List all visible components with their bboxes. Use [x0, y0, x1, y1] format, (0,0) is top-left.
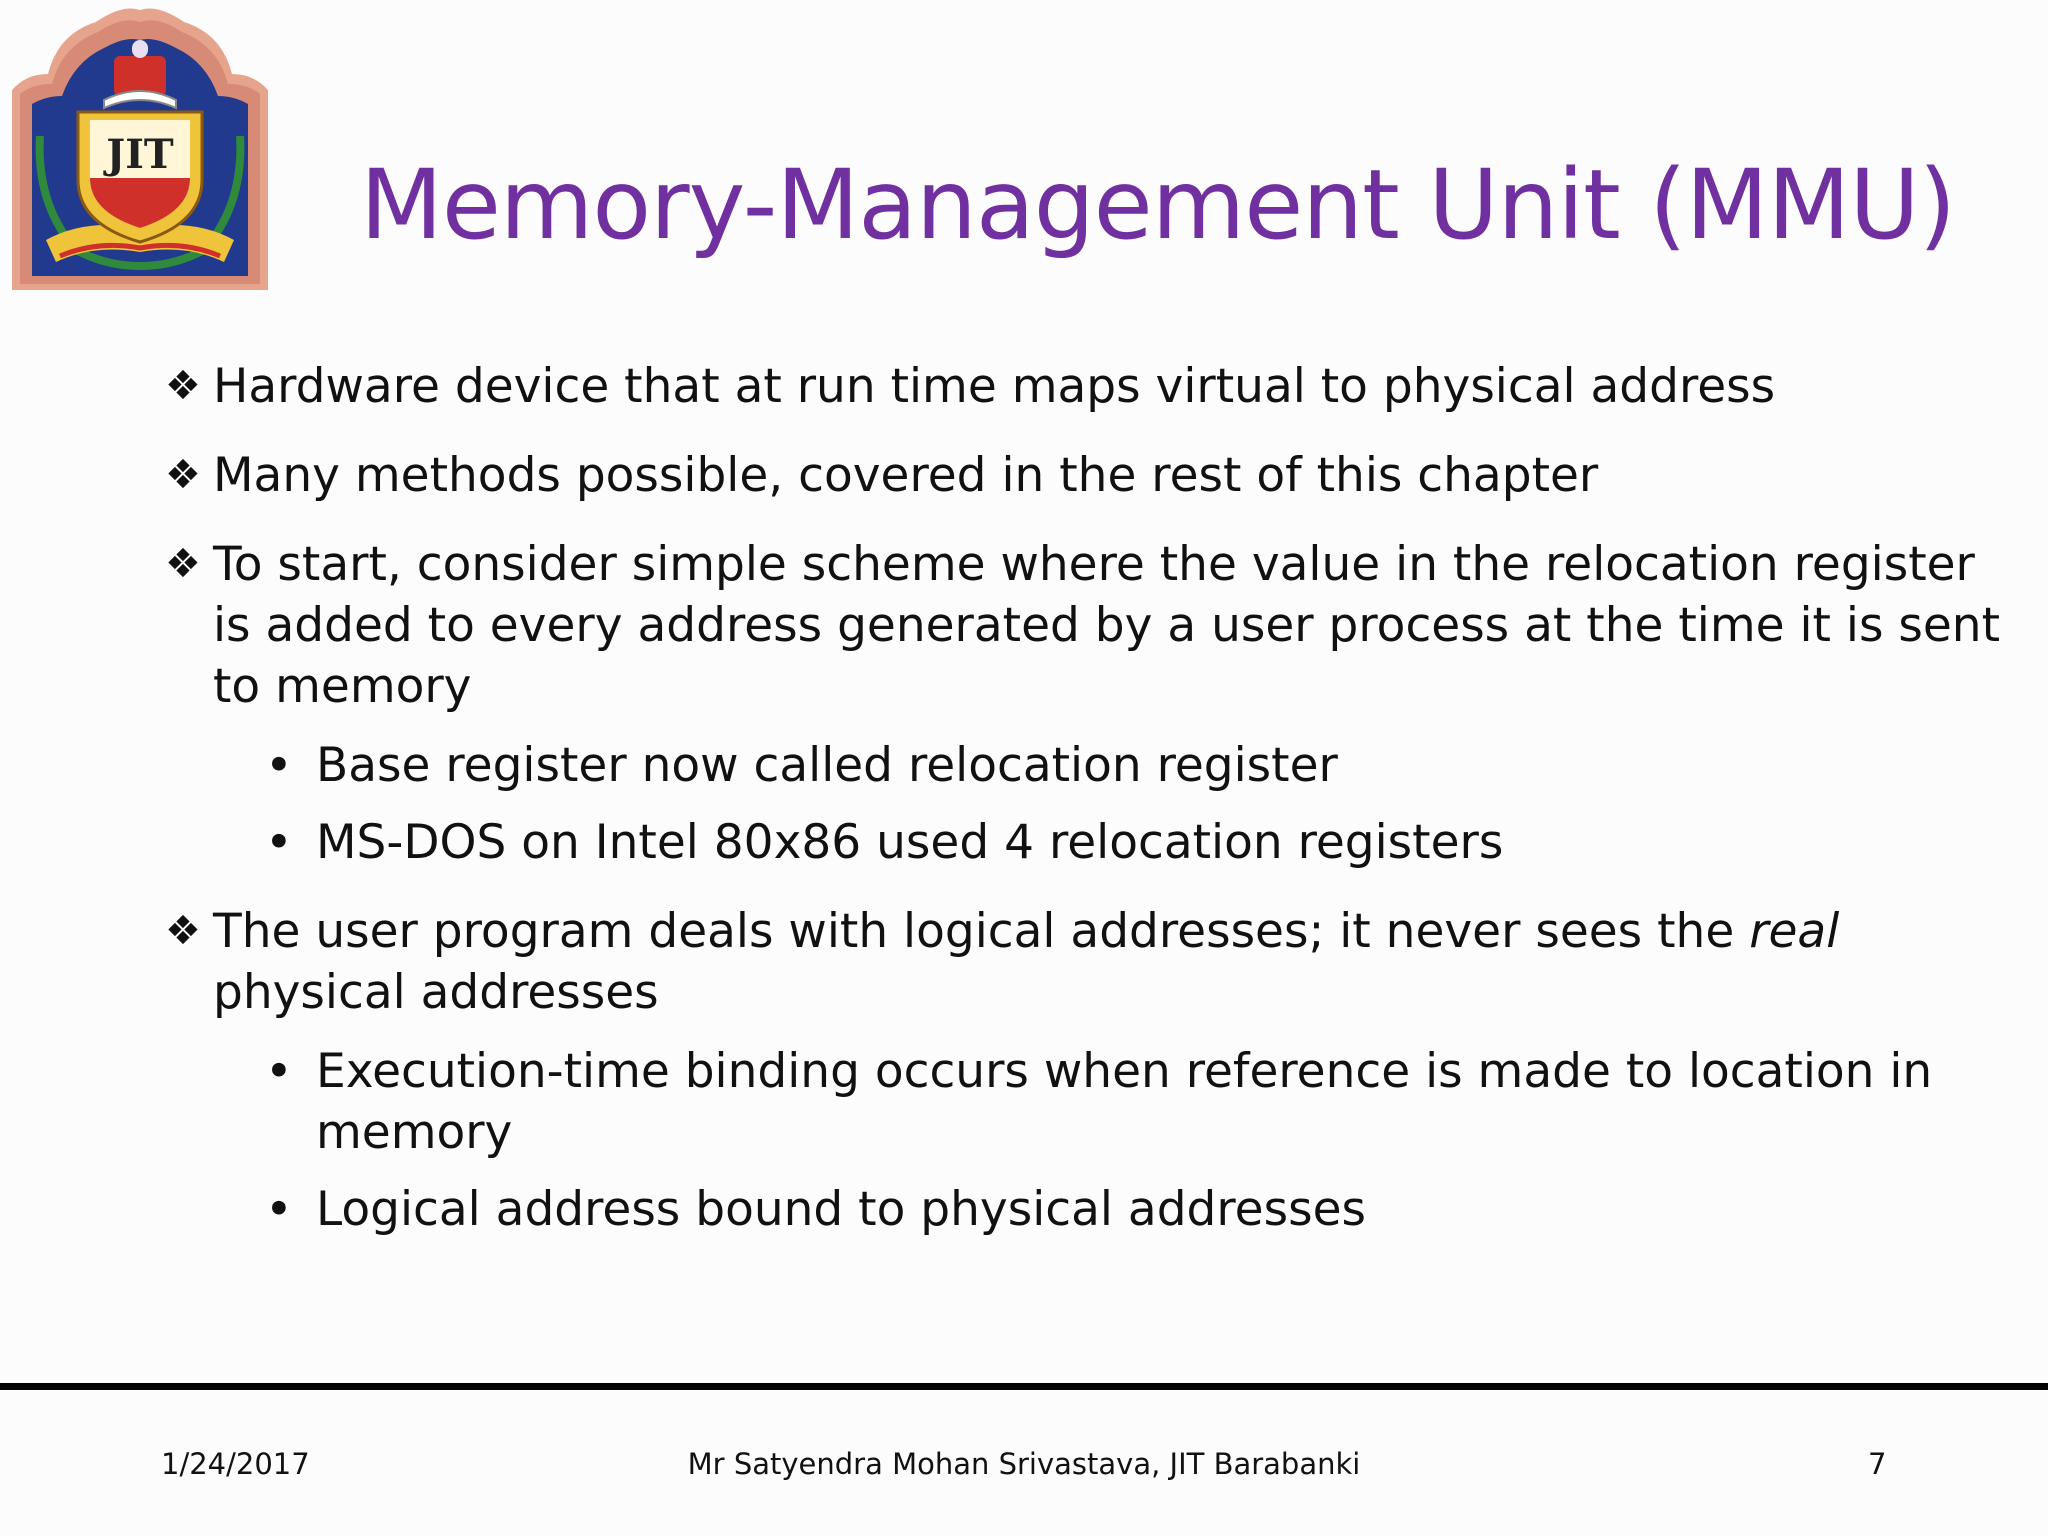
emphasis-real: real: [1749, 904, 1840, 959]
list-item-text: To start, consider simple scheme where the value in the relocation register is added to every address generated by a user process at the time it is sent to memory: [213, 537, 2001, 714]
sub-list-item-text: Logical address bound to physical addresses: [316, 1182, 1366, 1237]
diamond-bullet-icon: ❖: [165, 363, 201, 409]
list-item: [165, 356, 2015, 417]
text-segment: physical addresses: [213, 965, 659, 1020]
sub-list-item: [165, 735, 2015, 796]
jit-logo: [6, 4, 274, 290]
page-number: 7: [1868, 1447, 1887, 1481]
diamond-bullet-icon: ❖: [165, 541, 201, 587]
sub-list-item: [165, 812, 2015, 873]
list-item-text: [213, 904, 1839, 1020]
dot-bullet-icon: •: [265, 815, 293, 870]
footer-date: 1/24/2017: [161, 1447, 310, 1481]
list-item-text: Hardware device that at run time maps virtual to physical address: [213, 359, 1776, 414]
slide-content: [165, 356, 2015, 1268]
footer-author: Mr Satyendra Mohan Srivastava, JIT Barabanki: [687, 1447, 1361, 1481]
sub-list-item-text: Execution-time binding occurs when reference is made to location in memory: [316, 1044, 1933, 1160]
list-item: [165, 901, 2015, 1023]
diamond-bullet-icon: ❖: [165, 908, 201, 954]
sub-list-item: [165, 1179, 2015, 1240]
sub-list-item: [165, 1041, 2015, 1163]
dot-bullet-icon: •: [265, 738, 293, 793]
list-item: [165, 534, 2015, 717]
dot-bullet-icon: •: [265, 1182, 293, 1237]
footer-divider: [0, 1383, 2048, 1390]
slide-title: Memory-Management Unit (MMU): [360, 149, 1956, 261]
sub-list-item-text: Base register now called relocation register: [316, 738, 1338, 793]
list-item-text: Many methods possible, covered in the rest of this chapter: [213, 448, 1599, 503]
sub-list-item-text: MS-DOS on Intel 80x86 used 4 relocation registers: [316, 815, 1504, 870]
dot-bullet-icon: •: [265, 1044, 293, 1099]
text-segment: The user program deals with logical addresses; it never sees the: [213, 904, 1750, 959]
diamond-bullet-icon: ❖: [165, 452, 201, 498]
svg-text:JIT: JIT: [106, 131, 174, 178]
list-item: [165, 445, 2015, 506]
